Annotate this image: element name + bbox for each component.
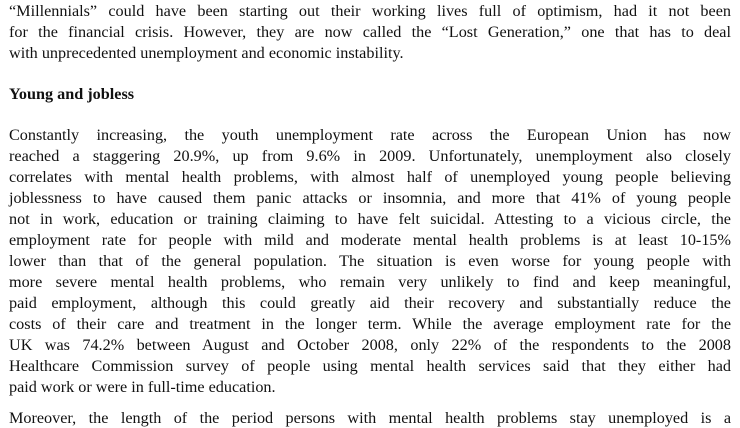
body-line-9: paid employment, although this could greatly aid their recovery and substantially reduce the: [9, 294, 731, 312]
intro-line-3: with unprecedented unemployment and economic instability.: [9, 44, 404, 62]
body-line-1: Constantly increasing, the youth unemployment rate across the European Union has now: [9, 126, 731, 144]
body-line-4: joblessness to have caused them panic attacks or insomnia, and more that 41% of young people: [9, 189, 731, 207]
body-line-12: Healthcare Commission survey of people using mental health services said that they either had: [9, 357, 731, 375]
body-line-5: not in work, education or training claiming to have felt suicidal. Attesting to a vicious circle, the: [9, 210, 731, 228]
intro-line-2: for the financial crisis. However, they are now called the “Lost Generation,” one that has to deal: [9, 23, 731, 41]
intro-line-1: “Millennials” could have been starting out their working lives full of optimism, had it not been: [9, 2, 731, 20]
body-line-8: more severe mental health problems, who remain very unlikely to find and keep meaningful,: [9, 273, 731, 291]
body-line-2: reached a staggering 20.9%, up from 9.6% in 2009. Unfortunately, unemployment also closely: [9, 147, 731, 165]
section-heading: Young and jobless: [9, 85, 135, 103]
body-line-10: costs of their care and treatment in the longer term. While the average employment rate for the: [9, 315, 731, 333]
body-line-6: employment rate for people with mild and moderate mental health problems is at least 10-15%: [9, 231, 731, 249]
body-line-11: UK was 74.2% between August and October 2008, only 22% of the respondents to the 2008: [9, 336, 731, 354]
next-paragraph-cut-line: Moreover, the length of the period persons with mental health problems stay unemployed is a: [9, 409, 731, 427]
body-line-13: paid work or were in full-time education.: [9, 378, 276, 396]
body-line-3: correlates with mental health problems, with almost half of unemployed young people believing: [9, 168, 731, 186]
body-line-7: lower than that of the general population. The situation is even worse for young people with: [9, 252, 731, 270]
